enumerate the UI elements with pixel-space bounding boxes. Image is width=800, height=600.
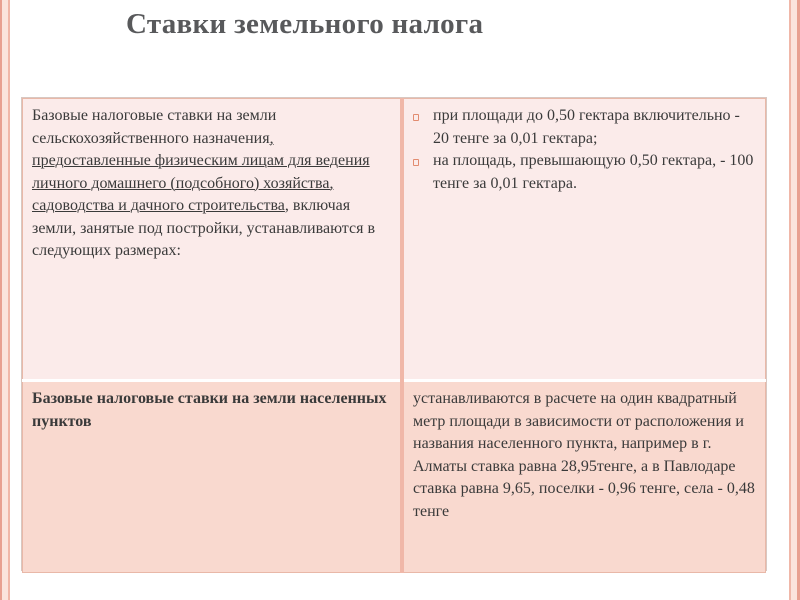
cell-text-part-underlined: , предоставленные физическим лицам для ведения личного домашнего (подсобного) хозяйства, садоводства и дачного строительства	[32, 129, 370, 214]
list-item	[413, 105, 757, 150]
list-item-text: на площадь, превышающую 0,50 гектара, - 100 тенге за 0,01 гектара.	[433, 152, 754, 192]
list-item	[413, 150, 757, 195]
square-bullet-icon	[413, 159, 419, 166]
right-decorative-stripe	[786, 0, 800, 600]
tax-rates-table	[22, 98, 766, 570]
table-row	[23, 99, 766, 381]
bullet-list	[413, 105, 757, 195]
cell-text-part: , включая земли, занятые под постройки, устанавливаются в следующих размерах:	[32, 197, 376, 259]
table-cell-right	[402, 99, 766, 381]
table-cell-right: устанавливаются в расчете на один квадратный метр площади в зависимости от расположения и названия населенного пункта, например в г. Алматы ставка равна 28,95тенге, а в Павлодаре ставка равна 9,65, поселки - 0,96 тенге, села - 0,48 тенге	[402, 381, 766, 573]
table-cell-left: Базовые налоговые ставки на земли населенных пунктов	[23, 381, 403, 573]
left-decorative-stripe	[0, 0, 12, 600]
table-cell-left	[23, 99, 403, 381]
list-item-text: при площади до 0,50 гектара включительно - 20 тенге за 0,01 гектара;	[433, 107, 740, 147]
table-row	[23, 381, 766, 573]
cell-text-part: Базовые налоговые ставки на земли сельскохозяйственного назначения	[32, 107, 277, 147]
slide-title: Ставки земельного налога	[126, 8, 484, 40]
square-bullet-icon	[413, 114, 419, 121]
